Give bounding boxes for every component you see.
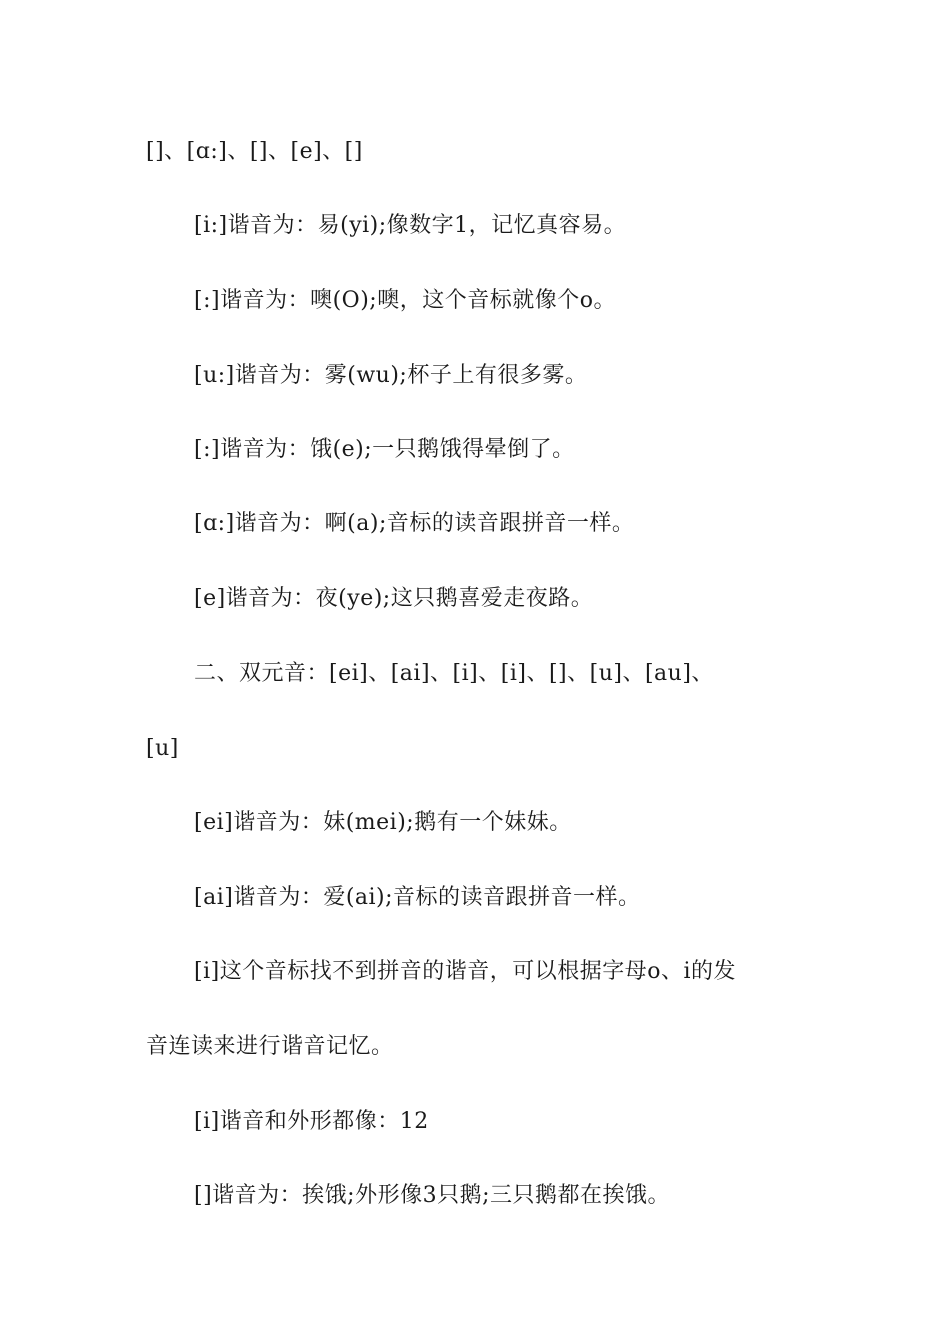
- text-line: [ei]谐音为：妹(mei);鹅有一个妹妹。: [194, 810, 572, 835]
- text-line: [ai]谐音为：爱(ai);音标的读音跟拼音一样。: [194, 885, 641, 910]
- text-line: [u]: [146, 736, 179, 761]
- text-line: [e]谐音为：夜(ye);这只鹅喜爱走夜路。: [194, 586, 594, 611]
- text-line: [i]谐音和外形都像：12: [194, 1109, 429, 1134]
- section-heading: 二、双元音：[ei]、[ai]、[i]、[i]、[]、[u]、[au]、: [194, 661, 714, 686]
- text-line: 音连读来进行谐音记忆。: [146, 1034, 394, 1059]
- text-line: [u:]谐音为：雾(wu);杯子上有很多雾。: [194, 363, 588, 388]
- text-line: [:]谐音为：噢(O);噢，这个音标就像个o。: [194, 288, 616, 313]
- text-line: [i]这个音标找不到拼音的谐音，可以根据字母o、i的发: [194, 959, 736, 984]
- text-line: [i:]谐音为：易(yi);像数字1，记忆真容易。: [194, 213, 627, 238]
- text-line: []谐音为：挨饿;外形像3只鹅;三只鹅都在挨饿。: [194, 1183, 670, 1208]
- text-line: [ɑ:]谐音为：啊(a);音标的读音跟拼音一样。: [194, 511, 635, 536]
- text-line: []、[ɑ:]、[]、[e]、[]: [146, 139, 363, 164]
- text-line: [:]谐音为：饿(e);一只鹅饿得晕倒了。: [194, 437, 575, 462]
